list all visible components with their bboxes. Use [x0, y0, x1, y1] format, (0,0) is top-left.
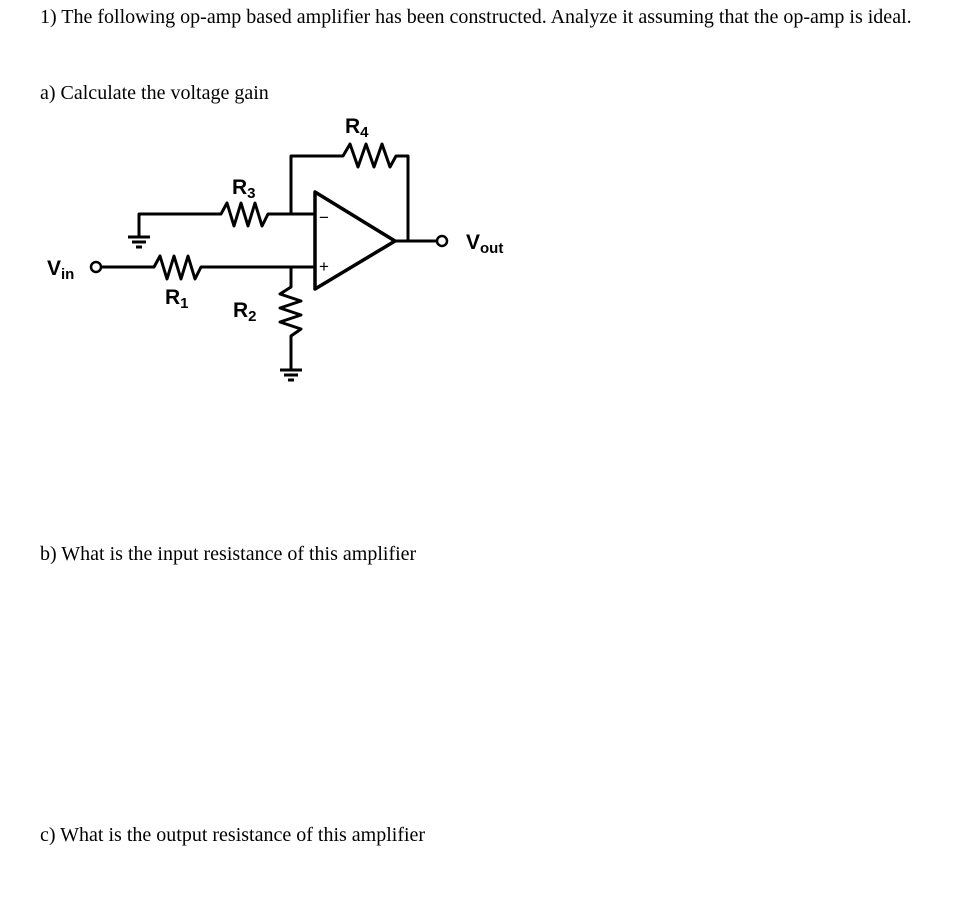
vout-label: Vout	[466, 231, 504, 257]
r4-feedback-wire	[291, 144, 408, 241]
question-part-a: a) Calculate the voltage gain	[40, 82, 269, 104]
question-part-b: b) What is the input resistance of this amplifier	[40, 543, 417, 565]
r3-ground-icon	[128, 237, 150, 247]
r3-branch-wire	[139, 203, 315, 236]
question-intro: 1) The following op-amp based amplifier has been constructed. Analyze it assuming that the op-amp is ideal.	[40, 6, 912, 28]
r1-branch-wire	[101, 256, 315, 279]
r2-ground-icon	[280, 370, 302, 380]
r1-label: R1	[165, 286, 189, 312]
inverting-input-sign: −	[319, 208, 329, 227]
r2-label: R2	[233, 299, 257, 325]
vout-terminal	[437, 236, 447, 246]
r3-label: R3	[232, 176, 256, 202]
r4-label: R4	[345, 115, 369, 141]
question-part-c: c) What is the output resistance of this amplifier	[40, 824, 426, 846]
vin-label: Vin	[47, 257, 75, 283]
vin-terminal	[91, 262, 101, 272]
r2-branch-wire	[280, 267, 301, 370]
noninverting-input-sign: +	[319, 257, 329, 276]
